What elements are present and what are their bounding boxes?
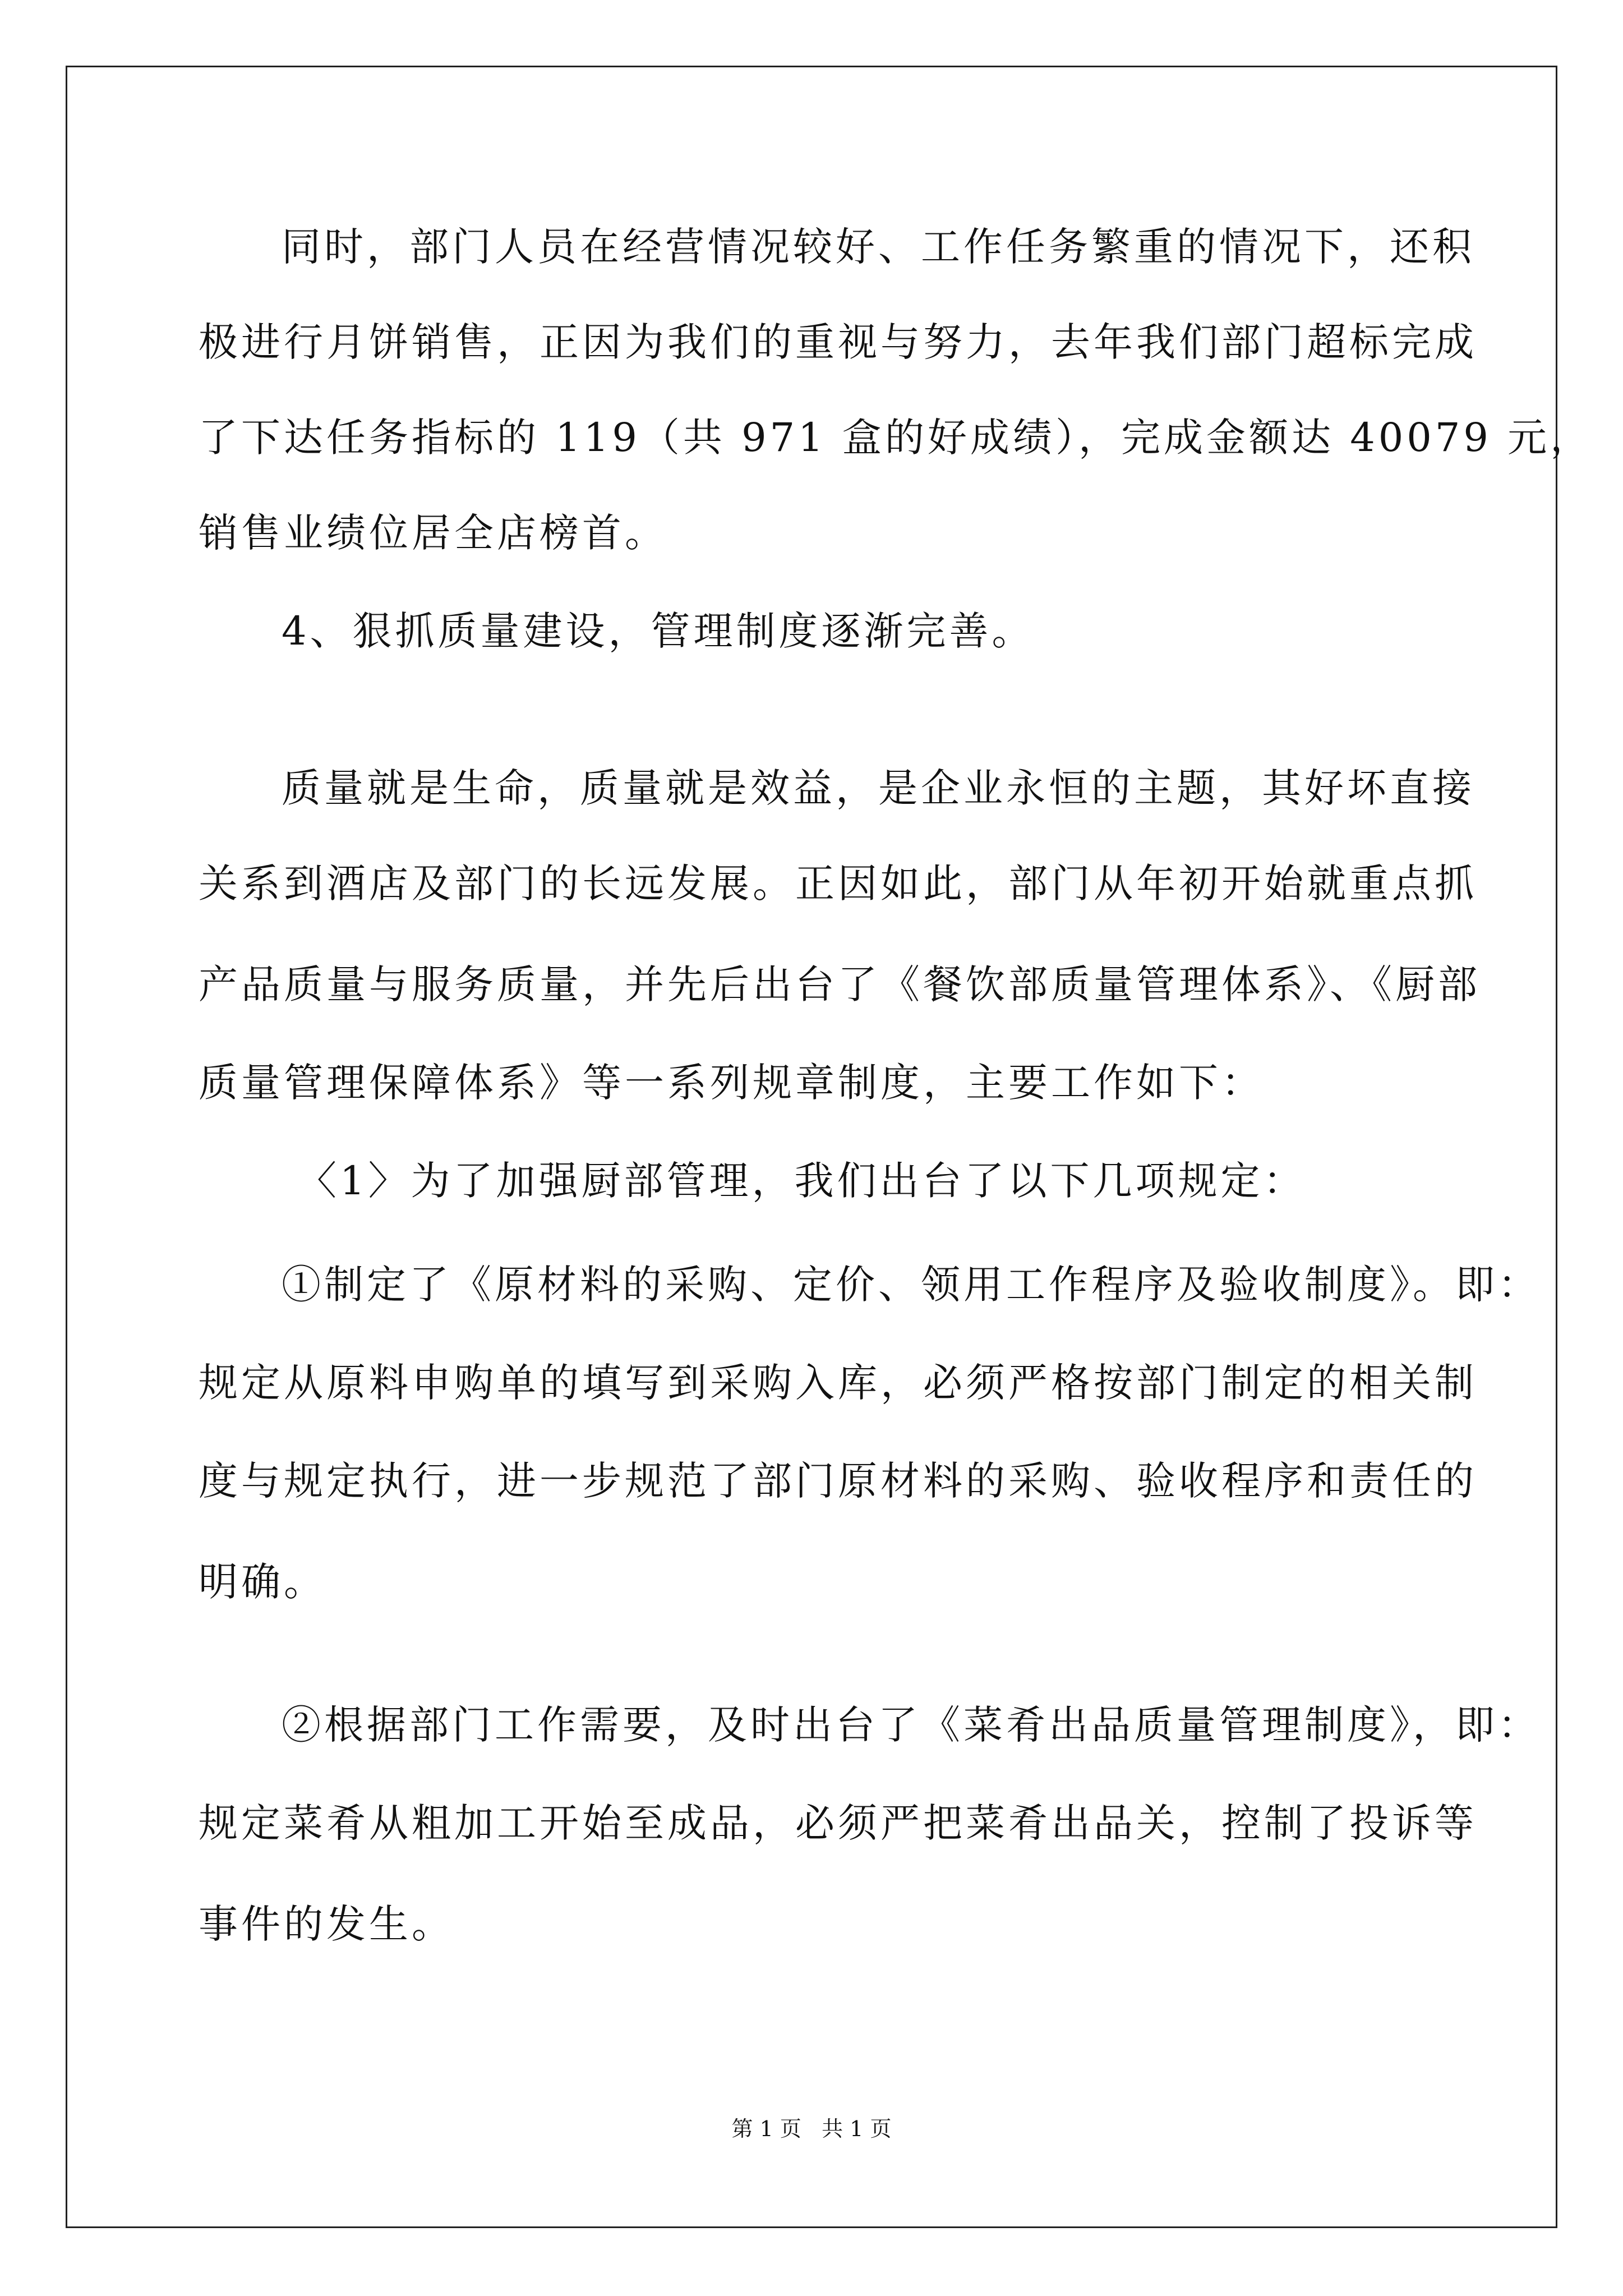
paragraph-line: 同时，部门人员在经营情况较好、工作任务繁重的情况下，还积	[282, 224, 1475, 270]
paragraph-line: 了下达任务指标的 119（共 971 盒的好成绩），完成金额达 40079 元，	[199, 415, 1593, 461]
paragraph-line: 事件的发生。	[199, 1901, 454, 1947]
section-heading: 4、狠抓质量建设，管理制度逐渐完善。	[282, 608, 1035, 654]
paragraph-line: 产品质量与服务质量，并先后出台了《餐饮部质量管理体系》、《厨部	[199, 961, 1481, 1007]
paragraph-line: ②根据部门工作需要，及时出台了《菜肴出品质量管理制度》，即：	[282, 1702, 1541, 1748]
paragraph-line: 度与规定执行，进一步规范了部门原材料的采购、验收程序和责任的	[199, 1458, 1477, 1504]
paragraph-line: 关系到酒店及部门的长远发展。正因如此，部门从年初开始就重点抓	[199, 861, 1477, 907]
paragraph-line: 销售业绩位居全店榜首。	[199, 510, 667, 556]
paragraph-line: 极进行月饼销售，正因为我们的重视与努力，去年我们部门超标完成	[199, 319, 1477, 365]
list-heading: 〈1〉为了加强厨部管理，我们出台了以下几项规定：	[297, 1158, 1306, 1204]
paragraph-line: 规定从原料申购单的填写到采购入库，必须严格按部门制定的相关制	[199, 1360, 1477, 1406]
paragraph-line: ①制定了《原材料的采购、定价、领用工作程序及验收制度》。即：	[282, 1262, 1541, 1308]
paragraph-line: 明确。	[199, 1559, 326, 1605]
paragraph-line: 规定菜肴从粗加工开始至成品，必须严把菜肴出品关，控制了投诉等	[199, 1800, 1477, 1846]
page-number-footer: 第 1 页 共 1 页	[731, 2116, 892, 2141]
paragraph-line: 质量就是生命，质量就是效益，是企业永恒的主题，其好坏直接	[282, 765, 1475, 811]
paragraph-line: 质量管理保障体系》等一系列规章制度，主要工作如下：	[199, 1060, 1264, 1106]
